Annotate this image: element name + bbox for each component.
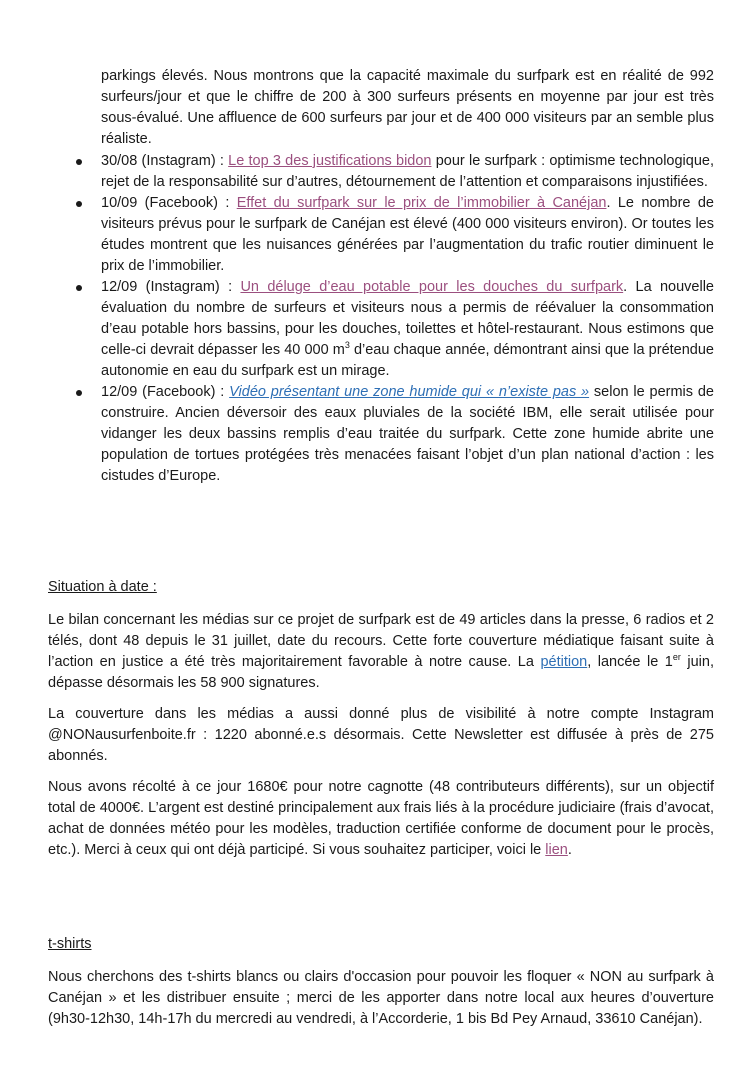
instagram-water-link[interactable]: Un déluge d’eau potable pour les douches du surfpark xyxy=(240,279,624,295)
fundraising-link[interactable]: lien xyxy=(545,842,568,858)
tshirts-heading: t-shirts xyxy=(48,936,92,952)
bullet-prefix: 10/09 (Facebook) : xyxy=(101,195,237,211)
bullet-prefix: 12/09 (Facebook) : xyxy=(101,384,230,400)
continuation-paragraph: parkings élevés. Nous montrons que la capacité maximale du surfpark est en réalité de 992 surfeurs/jour et que le chiffre de 200 à 300 surfeurs présents en moyenne par jour est très sous-évalué. Une affluence de 600 surfeurs par jour et de 400 000 visiteurs par an semble plus réaliste. xyxy=(101,68,714,147)
situation-section xyxy=(48,577,714,871)
bullet-text: . Le nombre de visiteurs prévus pour le surfpark de Canéjan est élevé (400 000 visiteurs environ). Or toutes les études montrent que les nuisances générées par l’augmentation du trafic routier diminuent le prix de l’immobilier. xyxy=(101,195,714,274)
paragraph-text: Nous avons récolté à ce jour 1680€ pour notre cagnotte (48 contributeurs différents), sur un objectif total de 4000€. L’argent est destiné principalement aux frais liés à la procédure judiciaire (frais d’avocat, achat de données météo pour les modèles, traduction certifiée conforme de document pour le procès, etc.). Merci à ceux qui ont déjà participé. Si vous souhaitez participer, voici le xyxy=(48,779,714,858)
paragraph-text: , lancée le 1 xyxy=(587,654,673,670)
list-item xyxy=(101,382,714,487)
paragraph-text: . xyxy=(567,842,572,858)
media-paragraph xyxy=(48,610,714,694)
bullet-prefix: 30/08 (Instagram) : xyxy=(101,153,229,169)
bullet-text: . La nouvelle évaluation du nombre de surfeurs et visiteurs nous a permis de réévaluer la consommation d’eau potable hors bassins, pour les douches, toilettes et hôtel-restaurant. Nous estimons que celle-ci devrait dépasser les 40 000 m xyxy=(101,279,714,358)
list-item xyxy=(101,277,714,382)
paragraph-text: Le bilan concernant les médias sur ce projet de surfpark est de 49 articles dans la presse, 6 radios et 2 télés, dont 48 depuis le 31 juillet, date du recours. Cette forte couverture médiatique faisant suite à l’action en justice a été très majoritairement favorable à notre cause. La xyxy=(48,612,714,670)
paragraph-text: juin, dépasse désormais les 58 900 signatures. xyxy=(48,654,714,691)
list-item xyxy=(101,151,714,193)
superscript: er xyxy=(672,652,681,663)
instagram-paragraph: La couverture dans les médias a aussi donné plus de visibilité à notre compte Instagram @NONausurfenboite.fr : 1220 abonné.e.s désormais. Cette Newsletter est diffusée à près de 275 abonnés. xyxy=(48,706,714,764)
instagram-justifications-link[interactable]: Le top 3 des justifications bidon xyxy=(228,153,432,169)
superscript: 3 xyxy=(344,340,350,351)
facebook-wetland-video-link[interactable]: Vidéo présentant une zone humide qui « n’existe pas » xyxy=(229,384,590,400)
bullet-text: pour le surfpark : optimisme technologique, rejet de la responsabilité sur d’autres, détournement de l’attention et comparaisons injustifiées. xyxy=(101,153,714,190)
situation-heading: Situation à date : xyxy=(48,579,157,595)
tshirts-paragraph: Nous cherchons des t-shirts blancs ou clairs d'occasion pour pouvoir les floquer « NON au surfpark à Canéjan » et les distribuer ensuite ; merci de les apporter dans notre local aux heures d’ouverture (9h30-12h30, 14h-17h du mercredi au vendredi, à l’Accorderie, 1 bis Bd Pey Arnaud, 33610 Canéjan). xyxy=(48,969,714,1027)
facebook-real-estate-link[interactable]: Effet du surfpark sur le prix de l’immobilier à Canéjan xyxy=(236,195,607,211)
bullet-text: d’eau chaque année, démontrant ainsi que la prétendue autonomie en eau du surfpark est un mirage. xyxy=(101,342,714,379)
tshirts-section xyxy=(48,934,714,1040)
news-bullet-list xyxy=(101,151,714,487)
fundraising-paragraph xyxy=(48,777,714,861)
petition-link[interactable]: pétition xyxy=(540,654,588,670)
list-item xyxy=(101,193,714,277)
bullet-text: selon le permis de construire. Ancien déversoir des eaux pluviales de la société IBM, elle serait utilisée pour vidanger les deux bassins remplis d’eau traitée du surfpark. Cette zone humide abrite une population de tortues protégées très menacées faisant l’objet d’un plan national d’action : les cistudes d’Europe. xyxy=(101,384,714,484)
bullet-prefix: 12/09 (Instagram) : xyxy=(101,279,241,295)
